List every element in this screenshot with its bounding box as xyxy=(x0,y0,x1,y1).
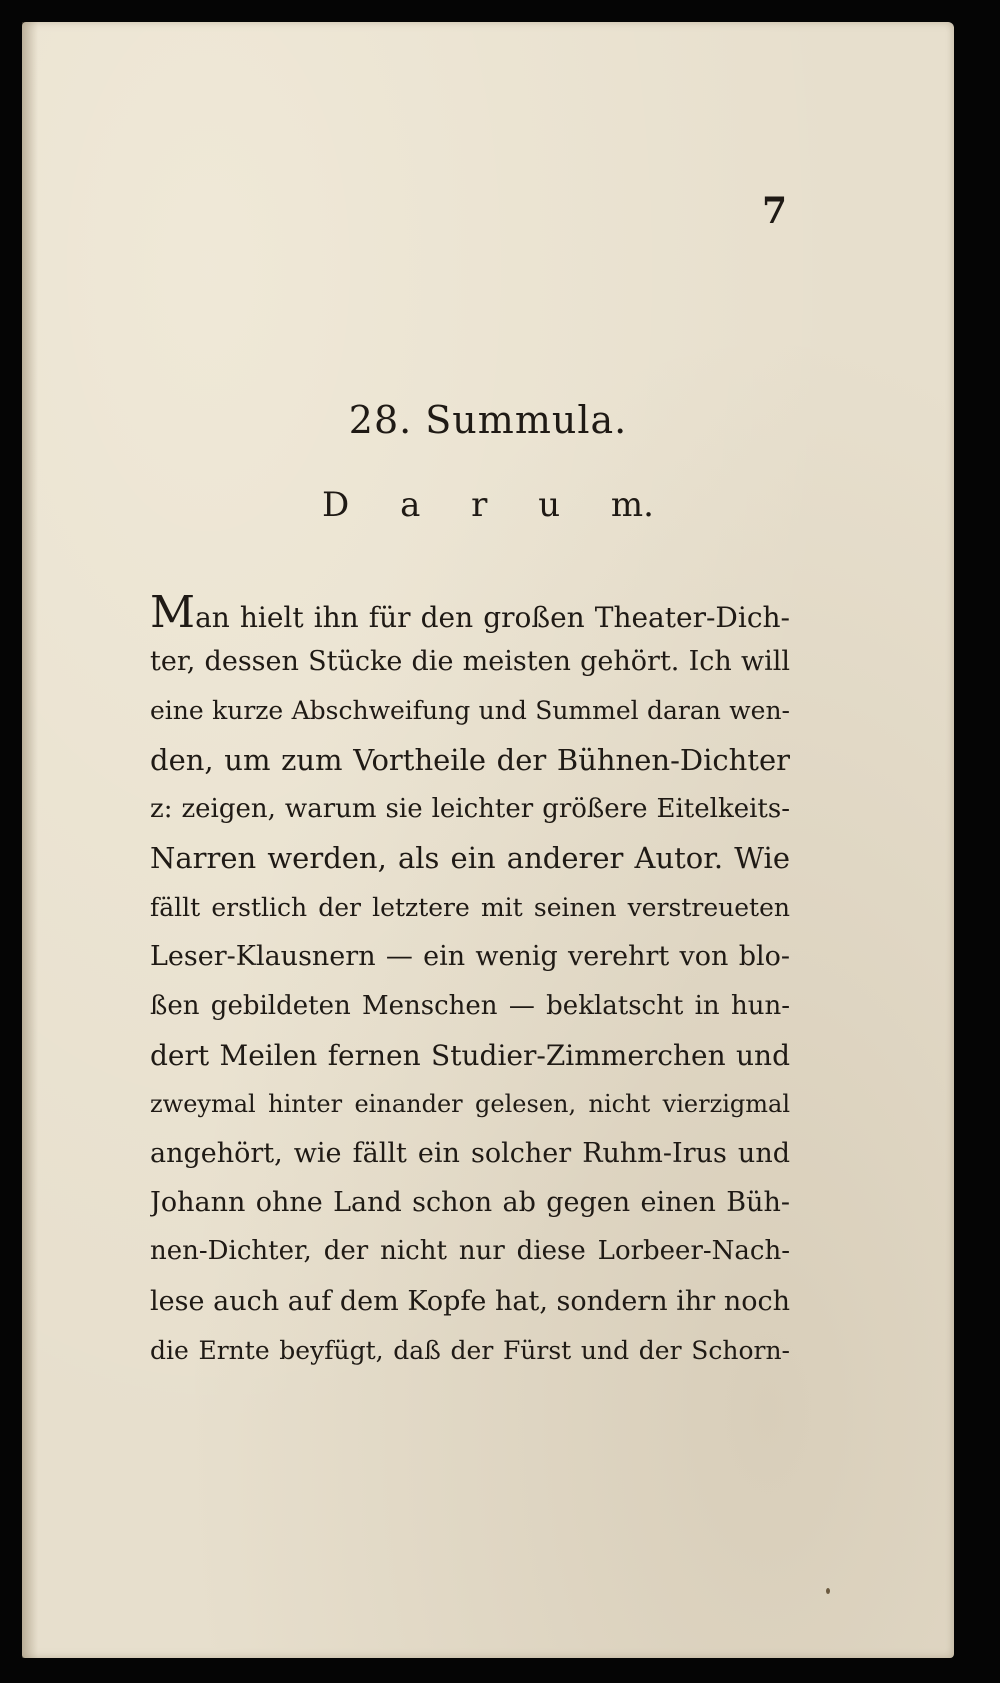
text-line: die Ernte beyfügt, daß der Fürst und der Schorn- xyxy=(150,1335,790,1365)
text-line: den, um zum Vortheile der Bühnen-Dichter xyxy=(150,742,790,777)
text-line: dert Meilen fernen Studier-Zimmerchen und xyxy=(150,1038,790,1072)
section-subtitle: D a r u m. xyxy=(322,485,654,525)
paper-speck xyxy=(826,1588,830,1594)
text-line: fällt erstlich der letztere mit seinen verstreueten xyxy=(150,893,790,923)
section-title: 28. Summula. xyxy=(348,398,628,442)
text-line: Man hielt ihn für den großen Theater-Dich- xyxy=(150,588,790,638)
text-line: Johann ohne Land schon ab gegen einen Büh- xyxy=(150,1187,790,1219)
text-line: Narren werden, als ein anderer Autor. Wie xyxy=(150,840,790,875)
text-line: angehört, wie fällt ein solcher Ruhm-Irus und xyxy=(150,1138,790,1170)
page-number: 7 xyxy=(762,190,788,232)
book-page xyxy=(22,22,954,1658)
text-line: eine kurze Abschweifung und Summel daran wen- xyxy=(150,696,790,726)
body-text xyxy=(150,588,790,1375)
text-line: ter, dessen Stücke die meisten gehört. Ich will xyxy=(150,646,790,678)
page-gutter-shadow xyxy=(22,22,38,1658)
text-line: nen-Dichter, der nicht nur diese Lorbeer-Nach- xyxy=(150,1236,790,1267)
text-line: zweymal hinter einander gelesen, nicht vierzigmal xyxy=(150,1089,790,1118)
text-line: lese auch auf dem Kopfe hat, sondern ihr noch xyxy=(150,1285,790,1317)
text-line: z: zeigen, warum sie leichter größere Eitelkeits- xyxy=(150,793,790,824)
text-line: Leser-Klausnern — ein wenig verehrt von blo- xyxy=(150,941,790,973)
text-line: ßen gebildeten Menschen — beklatscht in hun- xyxy=(150,990,790,1021)
